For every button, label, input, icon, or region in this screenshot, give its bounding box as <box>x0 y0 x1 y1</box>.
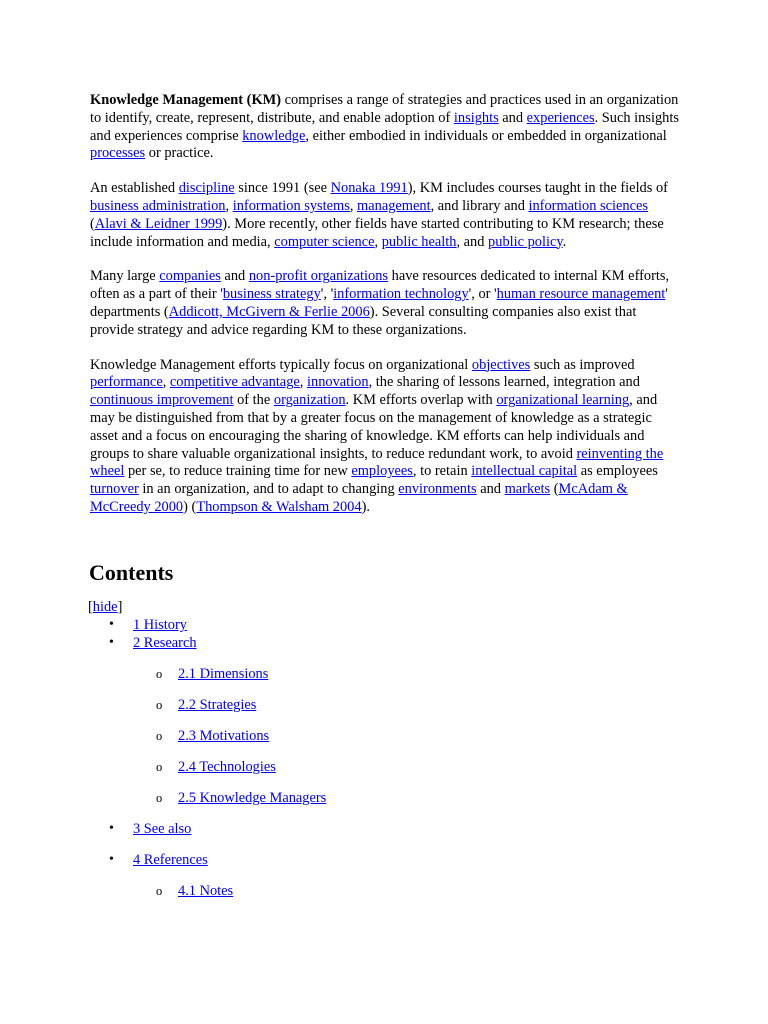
toc-link-references[interactable]: 4 References <box>133 852 208 868</box>
link-processes[interactable]: processes <box>90 145 146 162</box>
link-organizational-learning[interactable]: organizational learning <box>496 392 630 409</box>
link-computer-science[interactable]: computer science <box>274 233 375 250</box>
link-nonaka-1991[interactable]: Nonaka 1991 <box>330 180 408 197</box>
text: . <box>562 233 567 250</box>
text: Knowledge Management efforts typically focus on organizational <box>90 356 472 373</box>
link-human-resource-management[interactable]: human resource management <box>496 286 666 303</box>
link-information-sciences[interactable]: information sciences <box>528 197 648 214</box>
toc-link-knowledge-managers[interactable]: 2.5 Knowledge Managers <box>178 790 327 806</box>
toc-toggle <box>88 598 648 616</box>
efforts-paragraph <box>90 357 682 517</box>
toc-link-technologies[interactable]: 2.4 Technologies <box>178 759 276 775</box>
text: , and <box>456 233 489 250</box>
organizations-paragraph <box>90 268 682 339</box>
link-public-health[interactable]: public health <box>381 233 457 250</box>
text: ). <box>361 498 370 515</box>
link-continuous-improvement[interactable]: continuous improvement <box>90 392 234 409</box>
bracket-open: [ <box>88 599 93 615</box>
text: , and may be distinguished from that by a greater focus on the management of knowledge as a strategic asset and a focus on encouraging the sharing of knowledge. KM efforts can help individuals and groups to share valuable organizational insights, to reduce redundant work, to avoid <box>90 392 658 462</box>
text: or practice. <box>145 145 214 162</box>
link-insights[interactable]: insights <box>453 109 499 126</box>
link-performance[interactable]: performance <box>90 374 163 391</box>
toc-item-motivations <box>133 727 648 745</box>
text: , <box>162 374 170 391</box>
link-business-administration[interactable]: business administration <box>90 197 226 214</box>
link-markets[interactable]: markets <box>504 481 551 498</box>
text: as employees <box>577 463 658 480</box>
text: have resources dedicated to internal KM efforts, often as a part of their ' <box>90 268 670 303</box>
term-bold: Knowledge Management (KM) <box>90 92 282 108</box>
toc-link-dimensions[interactable]: 2.1 Dimensions <box>178 666 269 682</box>
toc-item-references <box>88 851 648 900</box>
link-reinventing-the-wheel[interactable]: reinventing the wheel <box>90 445 664 480</box>
text: ). Several consulting companies also exist that provide strategy and advice regarding KM to these organizations. <box>90 303 637 338</box>
link-thompson-walsham-2004[interactable]: Thompson & Walsham 2004 <box>196 498 362 515</box>
link-employees[interactable]: employees <box>351 463 413 480</box>
text: , <box>349 197 358 214</box>
toc-list <box>88 616 648 900</box>
link-competitive-advantage[interactable]: competitive advantage <box>169 374 300 391</box>
text: of the <box>233 392 274 409</box>
toc-item-history <box>88 616 648 634</box>
link-organization[interactable]: organization <box>273 392 346 409</box>
toc-item-notes <box>133 882 648 900</box>
link-knowledge[interactable]: knowledge <box>242 127 306 144</box>
link-discipline[interactable]: discipline <box>178 180 235 197</box>
text: , <box>374 233 382 250</box>
toc-link-history[interactable]: 1 History <box>133 617 187 633</box>
toc-sublist-research <box>133 665 648 807</box>
text: Many large <box>90 268 160 285</box>
text: ) ( <box>183 498 197 515</box>
toc-link-strategies[interactable]: 2.2 Strategies <box>178 697 257 713</box>
discipline-paragraph <box>90 180 682 251</box>
text: in an organization, and to adapt to changing <box>138 481 399 498</box>
text: and <box>476 481 505 498</box>
link-information-systems[interactable]: information systems <box>232 197 350 214</box>
text: ', ' <box>320 286 334 303</box>
text: comprises a range of strategies and practices used in an organization to identify, create, represent, distribute, and enable adoption of <box>90 92 679 126</box>
text: . KM efforts overlap with <box>345 392 497 409</box>
text: ( <box>90 215 95 232</box>
toc-item-see-also <box>88 820 648 838</box>
text: and <box>220 268 249 285</box>
text: and <box>498 109 527 126</box>
link-turnover[interactable]: turnover <box>90 481 139 498</box>
link-non-profit-organizations[interactable]: non-profit organizations <box>248 268 389 285</box>
text: . Such insights and experiences comprise <box>90 109 679 144</box>
text: , either embodied in individuals or embedded in organizational <box>305 127 667 144</box>
link-environments[interactable]: environments <box>398 481 477 498</box>
toc-link-research[interactable]: 2 Research <box>133 635 197 651</box>
text: ( <box>550 481 559 498</box>
link-information-technology[interactable]: information technology <box>333 286 469 303</box>
link-public-policy[interactable]: public policy <box>488 233 563 250</box>
link-intellectual-capital[interactable]: intellectual capital <box>471 463 578 480</box>
text: ' departments ( <box>90 286 668 320</box>
table-of-contents <box>88 598 648 913</box>
toc-link-motivations[interactable]: 2.3 Motivations <box>178 728 270 744</box>
text: per se, to reduce training time for new <box>124 463 352 480</box>
link-management[interactable]: management <box>357 197 431 214</box>
link-addicott-mcgivern-ferlie-2006[interactable]: Addicott, McGivern & Ferlie 2006 <box>168 303 370 320</box>
text: ', or ' <box>468 286 497 303</box>
toc-link-notes[interactable]: 4.1 Notes <box>178 883 234 899</box>
toc-sublist-references <box>133 882 648 900</box>
toc-item-strategies <box>133 696 648 714</box>
toc-item-dimensions <box>133 665 648 683</box>
link-objectives[interactable]: objectives <box>471 356 531 373</box>
text: , <box>225 197 233 214</box>
link-experiences[interactable]: experiences <box>526 109 595 126</box>
contents-heading: Contents <box>89 560 174 585</box>
link-business-strategy[interactable]: business strategy <box>222 286 321 303</box>
text: such as improved <box>530 356 635 373</box>
text: , and library and <box>430 197 529 214</box>
article-body <box>88 92 682 899</box>
text: ), KM includes courses taught in the fields of <box>407 180 668 197</box>
text: , <box>299 374 307 391</box>
text: since 1991 (see <box>234 180 331 197</box>
toc-link-see-also[interactable]: 3 See also <box>133 821 192 837</box>
link-innovation[interactable]: innovation <box>307 374 369 391</box>
intro-paragraph <box>90 92 682 163</box>
link-mcadam-mccreedy-2000[interactable]: McAdam & McCreedy 2000 <box>90 481 628 515</box>
toc-item-knowledge-managers <box>133 789 648 807</box>
text: ). More recently, other fields have started contributing to KM research; these include information and media, <box>90 215 664 250</box>
text: , to retain <box>412 463 472 480</box>
link-alavi-leidner-1999[interactable]: Alavi & Leidner 1999 <box>94 215 223 232</box>
text: An established <box>90 180 179 197</box>
toc-item-technologies <box>133 758 648 776</box>
bracket-close: ] <box>117 599 123 615</box>
toc-item-research <box>88 634 648 807</box>
link-companies[interactable]: companies <box>159 268 221 285</box>
hide-toc-link[interactable]: hide <box>92 599 118 615</box>
text: , the sharing of lessons learned, integration and <box>368 374 640 391</box>
